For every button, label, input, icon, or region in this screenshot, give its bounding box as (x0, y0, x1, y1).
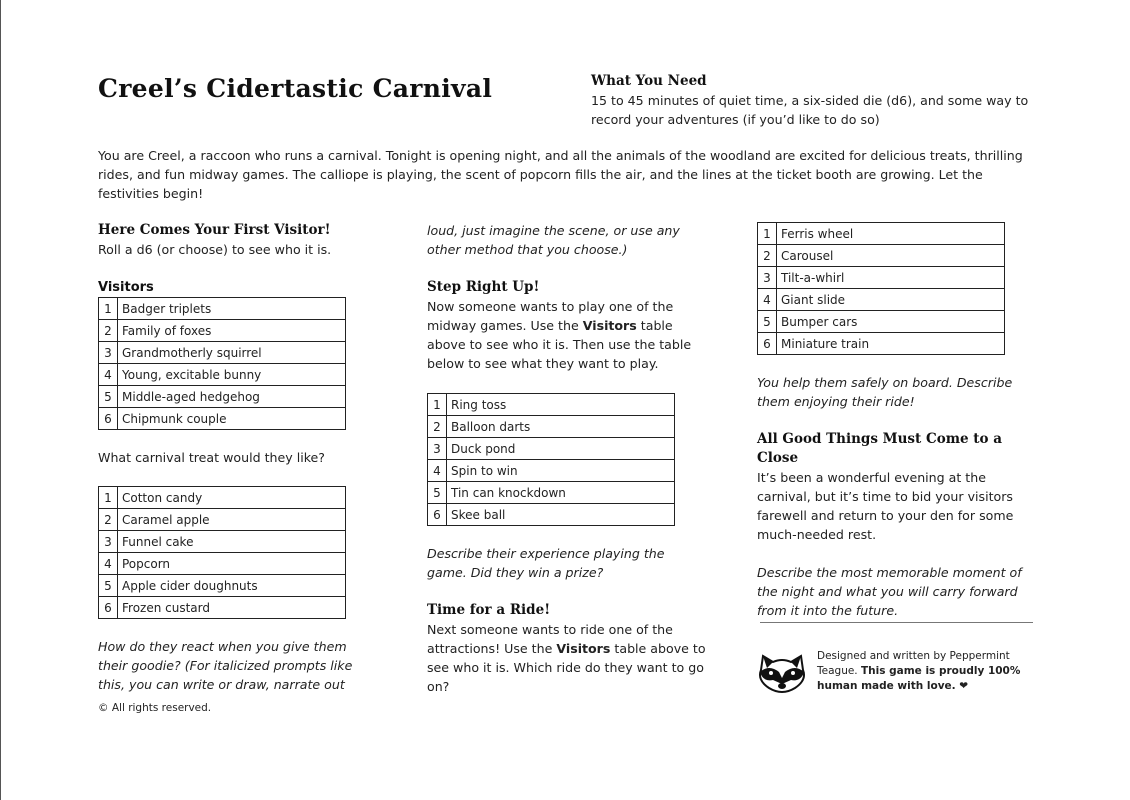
roll-number: 5 (99, 575, 118, 597)
table-row (758, 223, 1005, 245)
row-label: Ferris wheel (777, 223, 1005, 245)
roll-number: 5 (758, 311, 777, 333)
roll-number: 1 (99, 487, 118, 509)
row-label: Family of foxes (118, 320, 346, 342)
table-row (428, 394, 675, 416)
roll-number: 2 (99, 320, 118, 342)
ride-heading: Time for a Ride! (427, 602, 551, 618)
react-note-b: loud, just imagine the scene, or use any other method that you choose.) (427, 223, 680, 257)
what-you-need (591, 72, 1031, 129)
table-row (99, 298, 346, 320)
row-label: Bumper cars (777, 311, 1005, 333)
roll-number: 3 (99, 531, 118, 553)
roll-number: 2 (99, 509, 118, 531)
visitors-heading: Visitors (98, 280, 154, 295)
roll-number: 3 (99, 342, 118, 364)
ride-text: Next someone wants to ride one of the attractions! Use the (427, 622, 673, 656)
roll-number: 1 (99, 298, 118, 320)
roll-number: 3 (428, 438, 447, 460)
table-row (99, 509, 346, 531)
row-label: Frozen custard (118, 597, 346, 619)
roll-number: 4 (428, 460, 447, 482)
ride-prompt: You help them safely on board. Describe them enjoying their ride! (757, 375, 1013, 409)
need-heading: What You Need (591, 73, 707, 89)
close-heading: All Good Things Must Come to a Close (757, 431, 1002, 466)
roll-number: 1 (428, 394, 447, 416)
column-2 (427, 221, 707, 696)
table-row (428, 482, 675, 504)
row-label: Apple cider doughnuts (118, 575, 346, 597)
table-row (99, 531, 346, 553)
step-heading: Step Right Up! (427, 279, 540, 295)
visitor-heading: Here Comes Your First Visitor! (98, 222, 331, 238)
row-label: Caramel apple (118, 509, 346, 531)
roll-number: 6 (758, 333, 777, 355)
table-row (758, 333, 1005, 355)
row-label: Balloon darts (447, 416, 675, 438)
credit-bold: This game is proudly 100% human made with love. ❤ (817, 665, 1021, 692)
credit-text: Designed and written by Peppermint Teague. (817, 650, 1010, 677)
step-text-2: table above to see who it is. Then use the table below to see what they want to play. (427, 318, 692, 371)
roll-number: 6 (99, 408, 118, 430)
ride-bold: Visitors (556, 641, 611, 656)
table-row (99, 364, 346, 386)
divider (760, 622, 1033, 623)
table-row (99, 320, 346, 342)
roll-number: 2 (428, 416, 447, 438)
row-label: Popcorn (118, 553, 346, 575)
roll-number: 4 (758, 289, 777, 311)
table-row (758, 311, 1005, 333)
roll-number: 2 (758, 245, 777, 267)
row-label: Tin can knockdown (447, 482, 675, 504)
column-1 (98, 221, 378, 716)
row-label: Cotton candy (118, 487, 346, 509)
need-text: 15 to 45 minutes of quiet time, a six-sided die (d6), and some way to record your adventures (if you’d like to do so) (591, 93, 1029, 127)
page-edge (0, 0, 1, 800)
row-label: Spin to win (447, 460, 675, 482)
table-row (99, 487, 346, 509)
row-label: Miniature train (777, 333, 1005, 355)
row-label: Young, excitable bunny (118, 364, 346, 386)
close-prompt: Describe the most memorable moment of the night and what you will carry forward from it into the future. (757, 565, 1022, 618)
table-row (428, 438, 675, 460)
game-prompt: Describe their experience playing the game. Did they win a prize? (427, 546, 665, 580)
table-row (428, 504, 675, 526)
table-row (758, 267, 1005, 289)
table-row (99, 386, 346, 408)
roll-number: 4 (99, 364, 118, 386)
roll-number: 1 (758, 223, 777, 245)
rights: © All rights reserved. (98, 702, 212, 714)
table-row (428, 416, 675, 438)
table-row (428, 460, 675, 482)
intro: You are Creel, a raccoon who runs a carnival. Tonight is opening night, and all the animals of the woodland are excited for delicious treats, thrilling rides, and fun midway games. The calliope is playing, the scent of popcorn fills the air, and the lines at the ticket booth are growing. Let the festivities begin! (98, 148, 1023, 201)
treat-question: What carnival treat would they like? (98, 450, 325, 465)
credit (817, 649, 1032, 694)
table-row (99, 553, 346, 575)
row-label: Middle-aged hedgehog (118, 386, 346, 408)
row-label: Carousel (777, 245, 1005, 267)
roll-number: 5 (428, 482, 447, 504)
row-label: Skee ball (447, 504, 675, 526)
roll-number: 6 (99, 597, 118, 619)
react-paragraph (98, 637, 373, 694)
rides-table (757, 222, 1005, 355)
row-label: Tilt-a-whirl (777, 267, 1005, 289)
row-label: Funnel cake (118, 531, 346, 553)
row-label: Badger triplets (118, 298, 346, 320)
treats-table (98, 486, 346, 619)
roll-number: 5 (99, 386, 118, 408)
ride-text-2: table above to see who it is. Which ride do they want to go on? (427, 641, 706, 694)
row-label: Grandmotherly squirrel (118, 342, 346, 364)
roll-number: 4 (99, 553, 118, 575)
roll-number: 3 (758, 267, 777, 289)
close-text: It’s been a wonderful evening at the carnival, but it’s time to bid your visitors farewell and return to your den for some much-needed rest. (757, 470, 1014, 542)
table-row (99, 408, 346, 430)
row-label: Giant slide (777, 289, 1005, 311)
raccoon-logo-icon (757, 652, 807, 694)
table-row (99, 575, 346, 597)
table-row (99, 597, 346, 619)
visitor-text: Roll a d6 (or choose) to see who it is. (98, 242, 332, 257)
step-text: Now someone wants to play one of the midway games. Use the (427, 299, 674, 333)
page-title: Creel’s Cidertastic Carnival (98, 74, 493, 103)
table-row (758, 289, 1005, 311)
step-bold: Visitors (582, 318, 637, 333)
games-table (427, 393, 675, 526)
row-label: Duck pond (447, 438, 675, 460)
react-prompt: How do they react when you give them their goodie? (98, 639, 347, 673)
row-label: Chipmunk couple (118, 408, 346, 430)
react-note: (For italicized prompts like this, you can write or draw, narrate out (98, 658, 353, 692)
roll-number: 6 (428, 504, 447, 526)
column-3 (757, 222, 1037, 620)
row-label: Ring toss (447, 394, 675, 416)
table-row (758, 245, 1005, 267)
table-row (99, 342, 346, 364)
visitors-table (98, 297, 346, 430)
